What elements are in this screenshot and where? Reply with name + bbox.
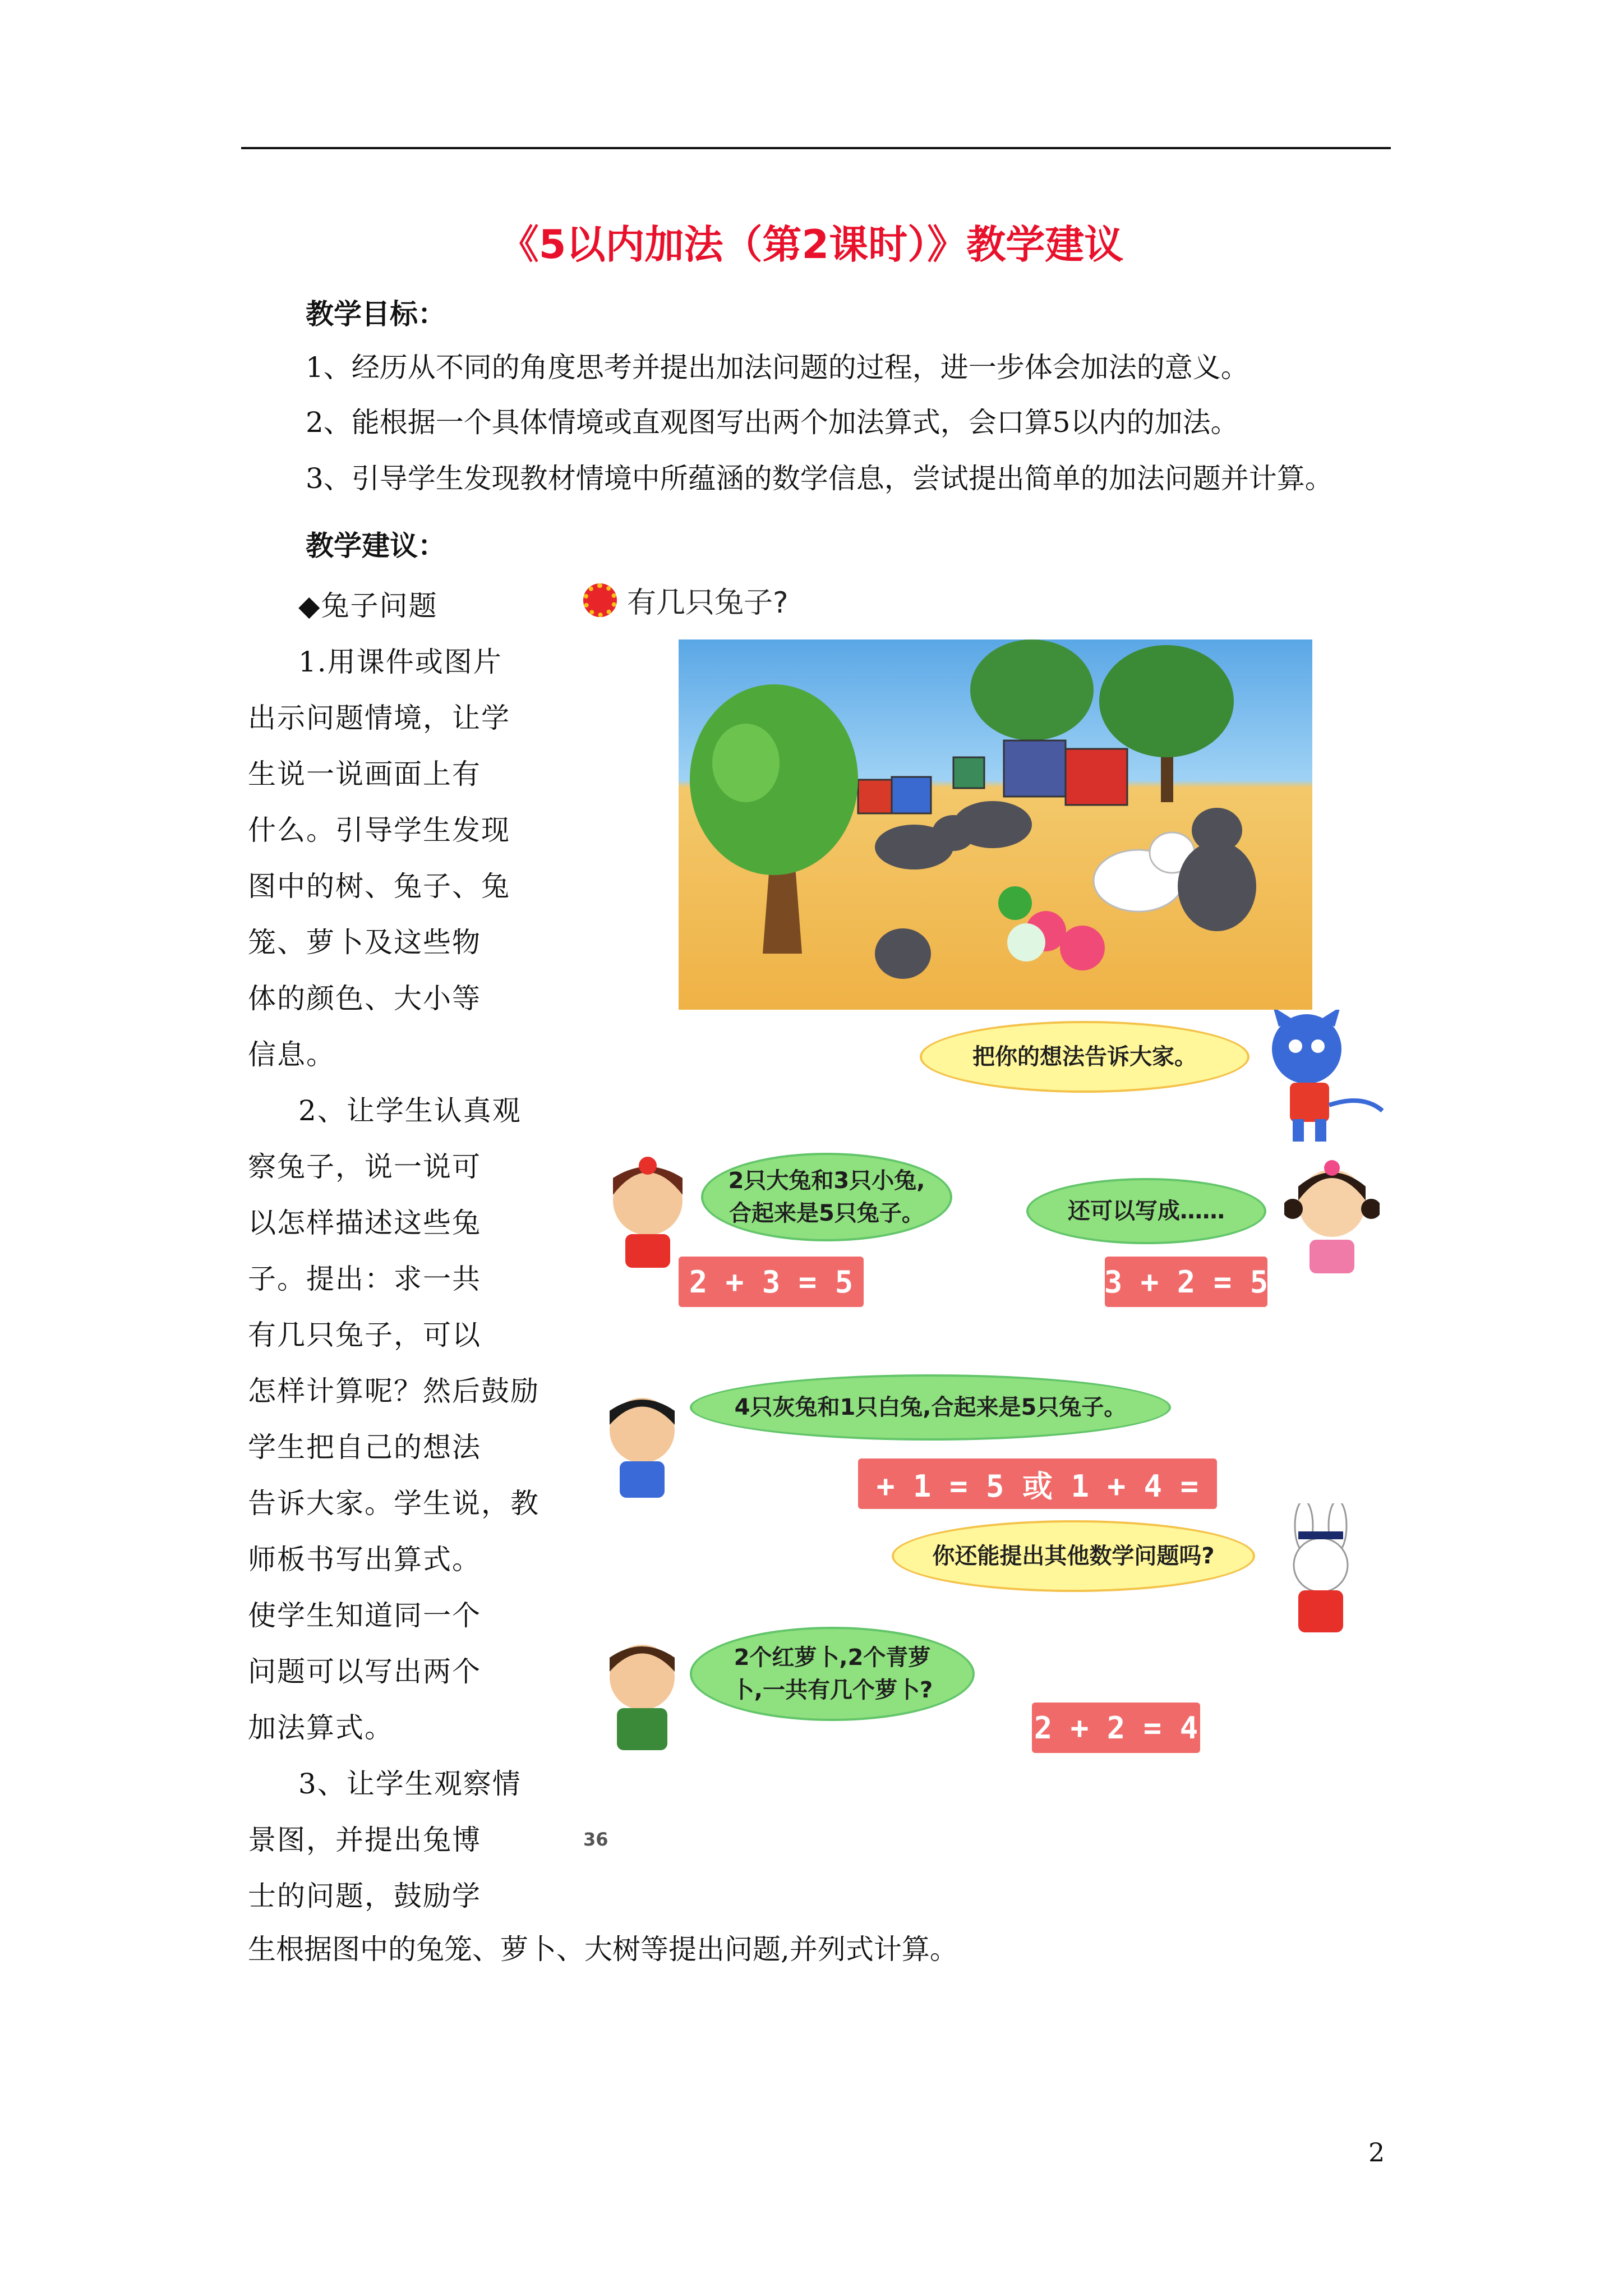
illustration-heading-text: 有几只兔子? (627, 586, 789, 620)
boy-green-character-icon (600, 1638, 684, 1750)
text-line: 体的颜色、大小等 (248, 982, 481, 1015)
text-line: 子。提出：求一共 (248, 1263, 481, 1295)
text-line: 有几只兔子，可以 (248, 1319, 481, 1351)
text-line: 问题可以写出两个 (248, 1655, 481, 1688)
text-line: 3、让学生观察情 (298, 1768, 522, 1800)
page-number: 2 (1368, 2137, 1385, 2168)
text-line: 师板书写出算式。 (248, 1543, 481, 1576)
text-line: 2、让学生认真观 (298, 1094, 522, 1127)
goals-heading: 教学目标： (306, 298, 446, 330)
text-line: 笼、萝卜及这些物 (248, 926, 481, 959)
speech-line: 2个红萝卜,2个青萝 (734, 1645, 931, 1671)
speech-line: 2只大兔和3只小兔, (728, 1168, 925, 1194)
text-line: 出示问题情境，让学 (248, 702, 510, 734)
speech-bubble-boy-2 (690, 1627, 975, 1721)
speech-line: 合起来是5只兔子。 (729, 1200, 924, 1226)
text-line: 加法算式。 (248, 1711, 394, 1744)
text-line: 告诉大家。学生说，教 (248, 1487, 540, 1520)
document-title: 《5以内加法（第2课时）》教学建议 (499, 222, 1124, 268)
cat-character-icon (1256, 1010, 1385, 1150)
text-line: 景图，并提出兔博 (248, 1824, 481, 1856)
text-line: 生说一说画面上有 (248, 758, 481, 790)
suggestions-heading: 教学建议： (306, 530, 446, 562)
equation-3: 4 + 1 = 5 或 1 + 4 = 5 (858, 1458, 1217, 1509)
medal-icon (583, 583, 617, 617)
speech-bubble-boy-1: 4只灰兔和1只白兔,合起来是5只兔子。 (690, 1374, 1171, 1441)
rabbit-doctor-character-icon (1273, 1503, 1368, 1638)
boy-character-icon (600, 1391, 684, 1498)
equation-4: 2 + 2 = 4 (1032, 1703, 1200, 1753)
header-rule (241, 147, 1391, 149)
rabbit-scene (679, 639, 1312, 1010)
text-line: 信息。 (248, 1038, 335, 1071)
girl-pigtails-character-icon (1284, 1156, 1380, 1273)
speech-bubble-rabbit: 你还能提出其他数学问题吗? (892, 1520, 1255, 1592)
text-line: 图中的树、兔子、兔 (248, 870, 510, 903)
speech-bubble-girl-2: 还可以写成…… (1026, 1178, 1266, 1244)
tail-line: 生根据图中的兔笼、萝卜、大树等提出问题,并列式计算。 (248, 1933, 958, 1966)
textbook-illustration (578, 572, 1430, 1874)
speech-line: 卜,一共有几个萝卜? (731, 1677, 933, 1703)
illustration-heading (583, 579, 789, 621)
goal-item-1: 1、经历从不同的角度思考并提出加法问题的过程，进一步体会加法的意义。 (306, 351, 1249, 384)
goal-item-2: 2、能根据一个具体情境或直观图写出两个加法算式，会口算5以内的加法。 (306, 406, 1239, 439)
equation-2: 3 + 2 = 5 (1105, 1257, 1267, 1307)
speech-bubble-cat: 把你的想法告诉大家。 (920, 1021, 1249, 1093)
text-line: 怎样计算呢？然后鼓励 (248, 1375, 540, 1407)
suggestions-column (248, 578, 540, 1924)
equation-1: 2 + 3 = 5 (679, 1257, 864, 1307)
section-label: ◆兔子问题 (298, 590, 438, 622)
rabbit-scene-drawing (679, 639, 1312, 1010)
text-line: 士的问题，鼓励学 (248, 1880, 481, 1912)
text-line: 1.用课件或图片 (298, 646, 502, 678)
text-line: 以怎样描述这些兔 (248, 1207, 481, 1239)
text-line: 什么。引导学生发现 (248, 814, 510, 846)
text-line: 学生把自己的想法 (248, 1431, 481, 1464)
text-line: 察兔子，说一说可 (248, 1151, 481, 1183)
text-line: 使学生知道同一个 (248, 1599, 481, 1632)
speech-bubble-girl-1 (701, 1153, 952, 1241)
girl-character-icon (600, 1156, 695, 1268)
goal-item-3: 3、引导学生发现教材情境中所蕴涵的数学信息，尝试提出简单的加法问题并计算。 (306, 462, 1333, 495)
textbook-page-number: 36 (583, 1829, 608, 1850)
